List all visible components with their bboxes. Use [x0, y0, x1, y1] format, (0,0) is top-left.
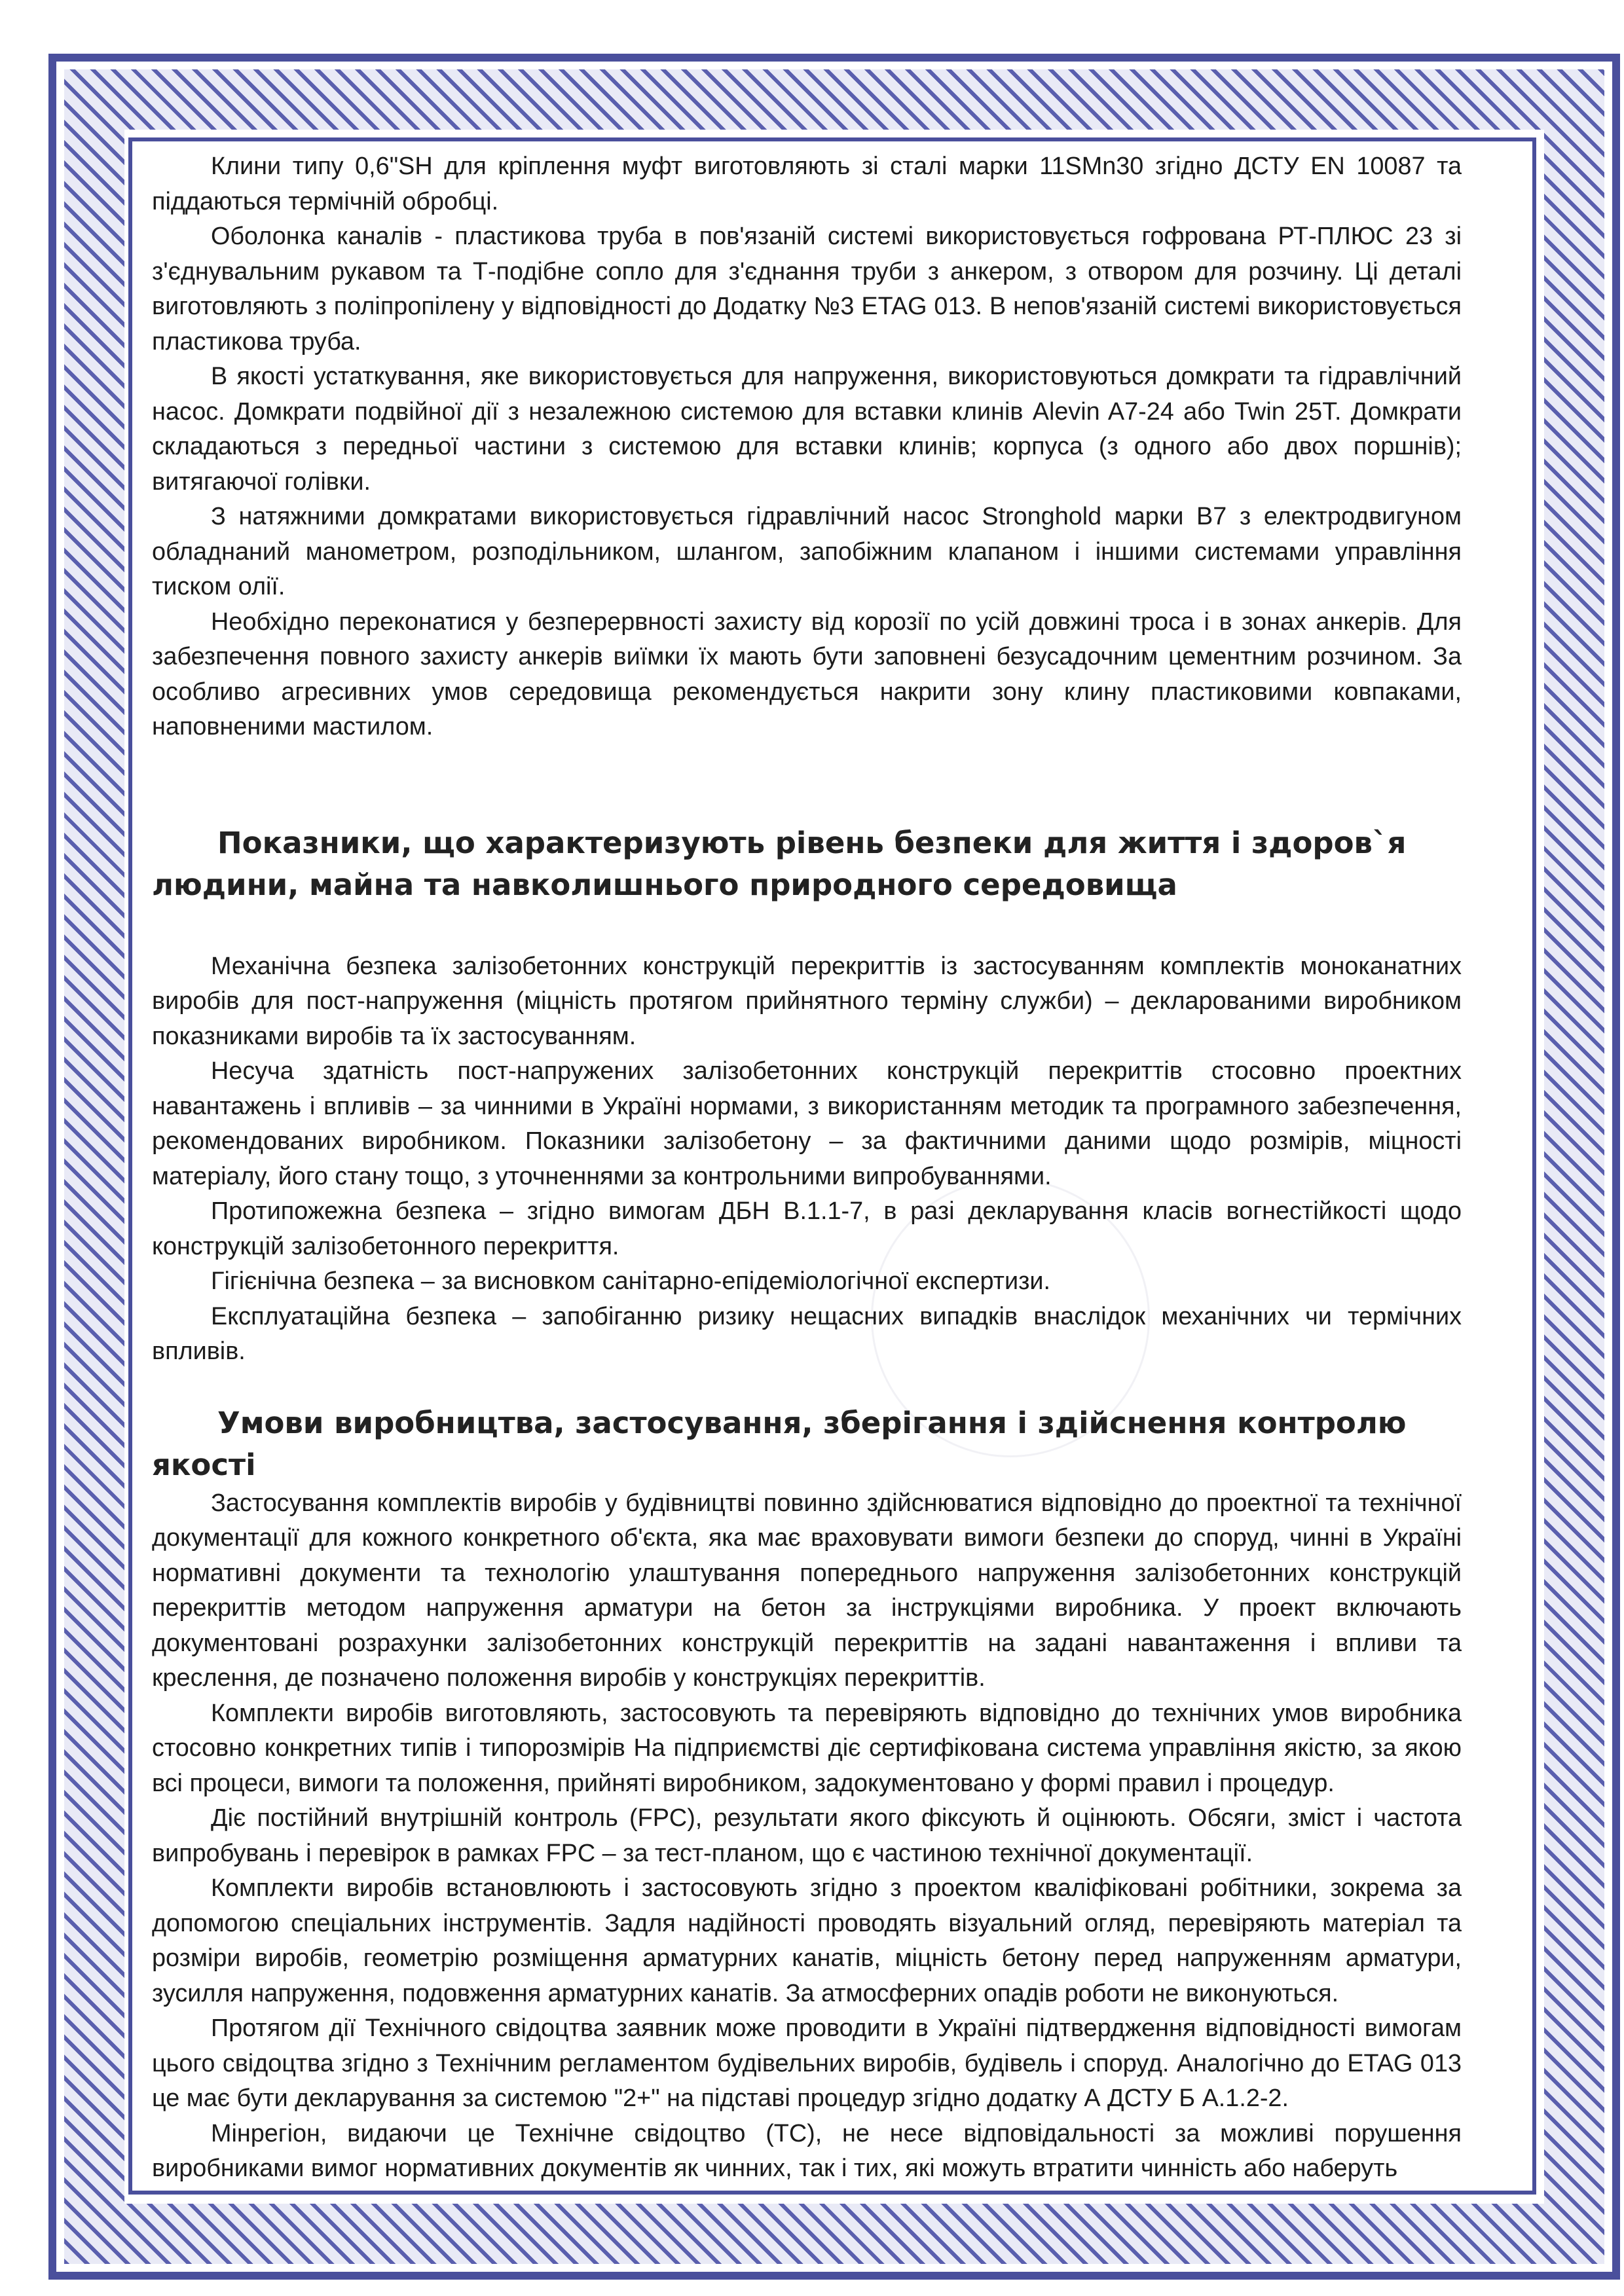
paragraph-duct-sheath: Оболонка каналів - пластикова труба в пов'язаній системі використовується гофрована РТ-ПЛЮС 23 зі з'єднувальним рукавом та Т-подібне сопло для з'єднання труби з анкером, з отвором для розчину. Ці деталі виготовляють з поліпропілену у відповідності до Додатку №3 ETAG 013. В непов'язаній системі використовується пластикова труба.	[152, 223, 1462, 355]
paragraph-liability: Мінрегіон, видаючи це Технічне свідоцтво (ТС), не несе відповідальності за можливі порушення виробниками вимог нормативних документів як чинних, так і тих, які можуть втратити чинність або наберуть	[152, 2119, 1462, 2182]
paragraph-manufacturing: Комплекти виробів виготовляють, застосовують та перевіряють відповідно до технічних умов виробника стосовно конкретних типів і типорозмірів На підприємстві діє сертифікована система управління якістю, за якою всі процеси, вимоги та положення, прийняті виробником, задокументовано у формі правил і процедур.	[152, 1699, 1462, 1797]
paragraph-hygiene-safety: Гігієнічна безпека – за висновком санітарно-епідеміологічної експертизи.	[211, 1267, 1051, 1295]
paragraph-jacks: В якості устаткування, яке використовується для напруження, використовуються домкрати та гідравлічний насос. Домкрати подвійної дії з незалежною системою для вставки клинів Alevin A7-24 або Twin 25T. Домкрати складаються з передньої частини з системою для вставки клинів; корпуса (з одного або двох поршнів); витягаючої голівки.	[152, 363, 1462, 496]
materials-section	[152, 149, 1462, 745]
paragraph-application: Застосування комплектів виробів у будівництві повинно здійснюватися відповідно до проектної та технічної документації для кожного конкретного об'єкта, яка має враховувати вимоги безпеки до споруд, чинні в Україні нормативні документи та технологію улаштування попереднього напруження залізобетонних конструкцій перекриттів методом напруження арматури на бетон за інструкціями виробника. У проект включають документовані розрахунки залізобетонних конструкцій перекриттів на задані навантаження і впливи та креслення, де позначено положення виробів у конструкціях перекриттів.	[152, 1489, 1462, 1692]
paragraph-conformity: Протягом дії Технічного свідоцтва заявник може проводити в Україні підтвердження відповідності вимогам цього свідоцтва згідно з Технічним регламентом будівельних виробів, будівель і споруд. Аналогічно до ETAG 013 це має бути декларування за системою "2+" на підставі процедур згідно додатку А ДСТУ Б А.1.2-2.	[152, 2014, 1462, 2112]
safety-section	[152, 949, 1462, 1370]
paragraph-corrosion: Необхідно переконатися у безперервності захисту від корозії по усій довжині троса і в зонах анкерів. Для забезпечення повного захисту анкерів виїмки їх мають бути заповнені безусадочним цементним розчином. За особливо агресивних умов середовища рекомендується накрити зону клину пластиковими ковпаками, наповненими мастилом.	[152, 608, 1462, 740]
paragraph-fire-safety: Протипожежна безпека – згідно вимогам ДБН В.1.1-7, в разі декларування класів вогнестійкості щодо конструкцій залізобетонного перекриття.	[152, 1197, 1462, 1260]
paragraph-mechanical-safety: Механічна безпека залізобетонних конструкцій перекриттів із застосуванням комплектів моноканатних виробів для пост-напруження (міцність протягом прийнятного терміну служби) – декларованими виробником показниками виробів та їх застосуванням.	[152, 952, 1462, 1050]
paragraph-wedges: Клини типу 0,6"SH для кріплення муфт виготовляють зі сталі марки 11SMn30 згідно ДСТУ EN 10087 та піддаються термічній обробці.	[152, 153, 1462, 215]
heading-safety-indicators: Показники, що характеризують рівень безпеки для життя і здоров`я людини, майна та навколишнього природного середовища	[152, 825, 1407, 902]
paragraph-load-capacity: Несуча здатність пост-напружених залізобетонних конструкцій перекриттів стосовно проектних навантажень і впливів – за чинними в Україні нормами, з використанням методик та програмного забезпечення, рекомендованих виробником. Показники залізобетону – за фактичними даними щодо розмірів, міцності матеріалу, його стану тощо, з уточненнями за контрольними випробуваннями.	[152, 1057, 1462, 1190]
conditions-section	[152, 1486, 1462, 2187]
paragraph-pump: З натяжними домкратами використовується гідравлічний насос Stronghold марки B7 з електродвигуном обладнаний манометром, розподільником, шлангом, запобіжним клапаном і іншими системами управління тиском олії.	[152, 503, 1462, 600]
heading-production-conditions: Умови виробництва, застосування, зберігання і здійснення контролю якості	[152, 1405, 1407, 1482]
paragraph-fpc: Діє постійний внутрішній контроль (FPC), результати якого фіксують й оцінюють. Обсяги, зміст і частота випробувань і перевірок в рамках FPC – за тест-планом, що є частиною технічної документації.	[152, 1804, 1462, 1867]
paragraph-installation: Комплекти виробів встановлюють і застосовують згідно з проектом кваліфіковані робітники, зокрема за допомогою спеціальних інструментів. Задля надійності проводять візуальний огляд, перевіряють матеріал та розміри виробів, геометрію розміщення арматурних канатів, міцність бетону перед напруженням арматури, зусилля напруження, подовження арматурних канатів. За атмосферних опадів роботи не виконуються.	[152, 1874, 1462, 2007]
paragraph-operational-safety: Експлуатаційна безпека – запобіганню ризику нещасних випадків внаслідок механічних чи термічних впливів.	[152, 1302, 1462, 1365]
document-body	[152, 149, 1462, 2182]
